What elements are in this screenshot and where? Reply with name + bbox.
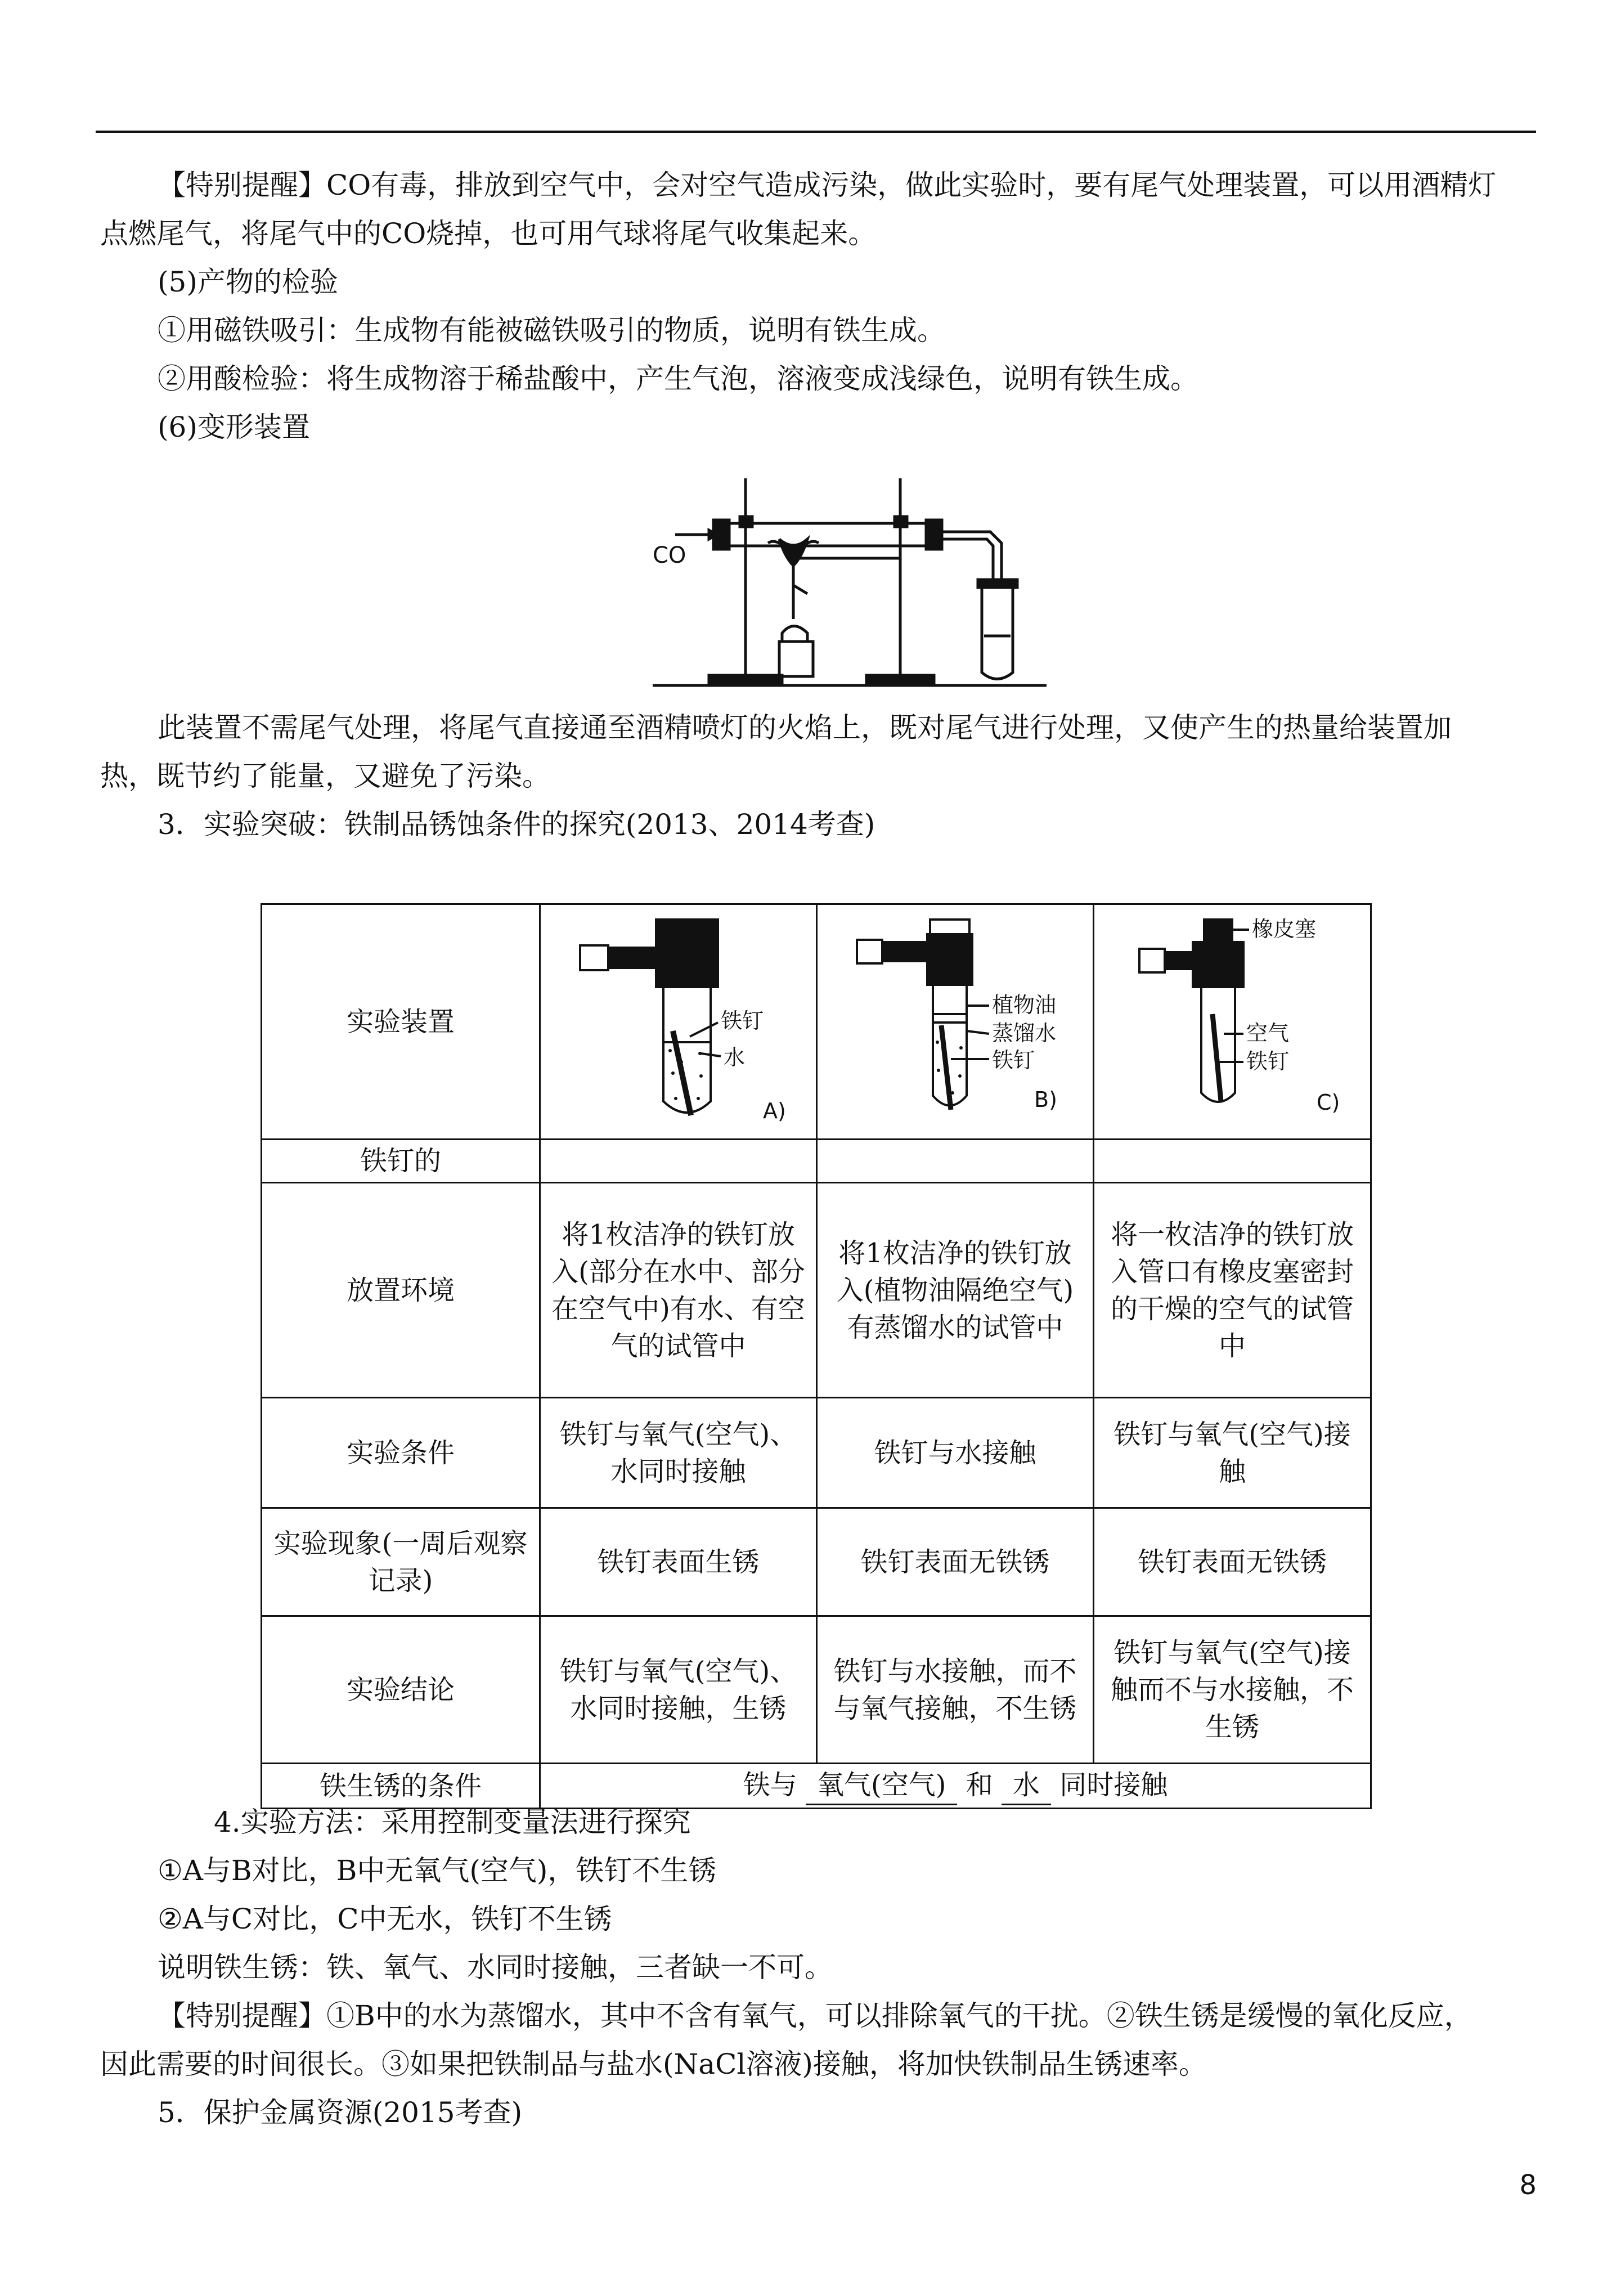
table-cell: 铁钉与氧气(空气)接触而不与水接触，不生锈 [1094, 1616, 1371, 1764]
table-cell: 铁钉表面无铁锈 [1094, 1508, 1371, 1616]
tag-c: C) [1317, 1090, 1340, 1115]
modified-apparatus-diagram [653, 473, 1058, 689]
table-cell: 铁钉与氧气(空气)、水同时接触，生锈 [540, 1616, 817, 1764]
description-line-1: 此装置不需尾气处理，将尾气直接通至酒精喷灯的火焰上，既对尾气进行处理，又使产生的热量给装置加 [158, 711, 1452, 744]
page-number: 8 [1519, 2169, 1537, 2201]
table-row [262, 1616, 1371, 1764]
table-cell: 铁钉与氧气(空气)接触 [1094, 1398, 1371, 1508]
water-label-a: 水 [723, 1045, 745, 1070]
tube-a-diagram [549, 907, 808, 1127]
rust-condition-cell: 铁与 氧气(空气) 和 水 同时接触 [540, 1764, 1371, 1809]
nail-label-c: 铁钉 [1246, 1049, 1290, 1074]
rust-experiment-table [261, 903, 1372, 1809]
diagram-cell-a [540, 904, 817, 1140]
table-cell: 铁钉表面无铁锈 [817, 1508, 1094, 1616]
air-label-c: 空气 [1246, 1021, 1290, 1046]
row-header: 实验条件 [262, 1398, 540, 1508]
table-row [262, 904, 1371, 1140]
table-cell: 铁钉与水接触，而不与氧气接触，不生锈 [817, 1616, 1094, 1764]
tag-b: B) [1034, 1087, 1057, 1112]
row-header: 实验现象(一周后观察记录) [262, 1508, 540, 1616]
row-header: 实验结论 [262, 1616, 540, 1764]
section-5-protect-heading: 5．保护金属资源(2015考查) [158, 2096, 523, 2129]
section-3-heading: 3．实验突破：铁制品锈蚀条件的探究(2013、2014考查) [158, 808, 875, 841]
table-row [262, 1140, 1371, 1183]
table-cell: 将一枚洁净的铁钉放入管口有橡皮塞密封的干燥的空气的试管中 [1094, 1183, 1371, 1398]
table-cell: 将1枚洁净的铁钉放入(部分在水中、部分在空气中)有水、有空气的试管中 [540, 1183, 817, 1398]
row-header: 放置环境 [262, 1183, 540, 1398]
nail-label-a: 铁钉 [720, 1008, 764, 1033]
oil-label-b: 植物油 [991, 993, 1056, 1017]
diagram-cell-c [1094, 904, 1371, 1140]
stopper-label-c: 橡皮塞 [1252, 917, 1317, 941]
water-label-b: 蒸馏水 [991, 1021, 1056, 1046]
table-cell: 铁钉与氧气(空气)、水同时接触 [540, 1398, 817, 1508]
table-cell: 将1枚洁净的铁钉放入(植物油隔绝空气)有蒸馏水的试管中 [817, 1183, 1094, 1398]
tag-a: A) [762, 1098, 786, 1123]
section-6-heading: (6)变形装置 [158, 411, 310, 443]
row-header: 铁钉的 [262, 1140, 540, 1183]
acid-test: ②用酸检验：将生成物溶于稀盐酸中，产生气泡，溶液变成浅绿色，说明有铁生成。 [158, 362, 1198, 395]
section-4-heading: 4.实验方法：采用控制变量法进行探究 [214, 1806, 691, 1838]
table-row [262, 1508, 1371, 1616]
answer-water: 水 [1002, 1766, 1051, 1805]
table-cell: 铁钉与水接触 [817, 1398, 1094, 1508]
table-row [262, 1183, 1371, 1398]
header-rule [96, 131, 1536, 133]
special-tip-2-line-2: 因此需要的时间很长。③如果把铁制品与盐水(NaCl溶液)接触，将加快铁制品生锈速率。 [100, 2048, 1207, 2080]
tube-b-diagram [826, 907, 1085, 1127]
section-5-heading: (5)产物的检验 [158, 266, 338, 298]
table-row [262, 1398, 1371, 1508]
special-tip-line-1: 【特别提醒】CO有毒，排放到空气中，会对空气造成污染，做此实验时，要有尾气处理装置，可以用酒精灯 [158, 169, 1497, 201]
table-cell: 铁钉表面生锈 [540, 1508, 817, 1616]
rust-explanation: 说明铁生锈：铁、氧气、水同时接触，三者缺一不可。 [158, 1951, 833, 1984]
special-tip-line-2: 点燃尾气，将尾气中的CO烧掉，也可用气球将尾气收集起来。 [100, 217, 877, 250]
nail-label-b: 铁钉 [991, 1048, 1035, 1073]
magnet-test: ①用磁铁吸引：生成物有能被磁铁吸引的物质，说明有铁生成。 [158, 314, 945, 347]
tube-c-diagram [1103, 907, 1362, 1127]
special-tip-2-line-1: 【特别提醒】①B中的水为蒸馏水，其中不含有氧气，可以排除氧气的干扰。②铁生锈是缓慢的氧化反应， [158, 1999, 1472, 2032]
answer-oxygen: 氧气(空气) [806, 1766, 957, 1805]
row-header: 实验装置 [262, 904, 540, 1140]
co-label: CO [653, 542, 686, 568]
description-line-2: 热，既节约了能量，又避免了污染。 [100, 760, 550, 792]
diagram-cell-b [817, 904, 1094, 1140]
row-header: 铁生锈的条件 [262, 1764, 540, 1809]
compare-a-b: ①A与B对比，B中无氧气(空气)，铁钉不生锈 [158, 1854, 717, 1887]
compare-a-c: ②A与C对比，C中无水，铁钉不生锈 [158, 1903, 612, 1935]
